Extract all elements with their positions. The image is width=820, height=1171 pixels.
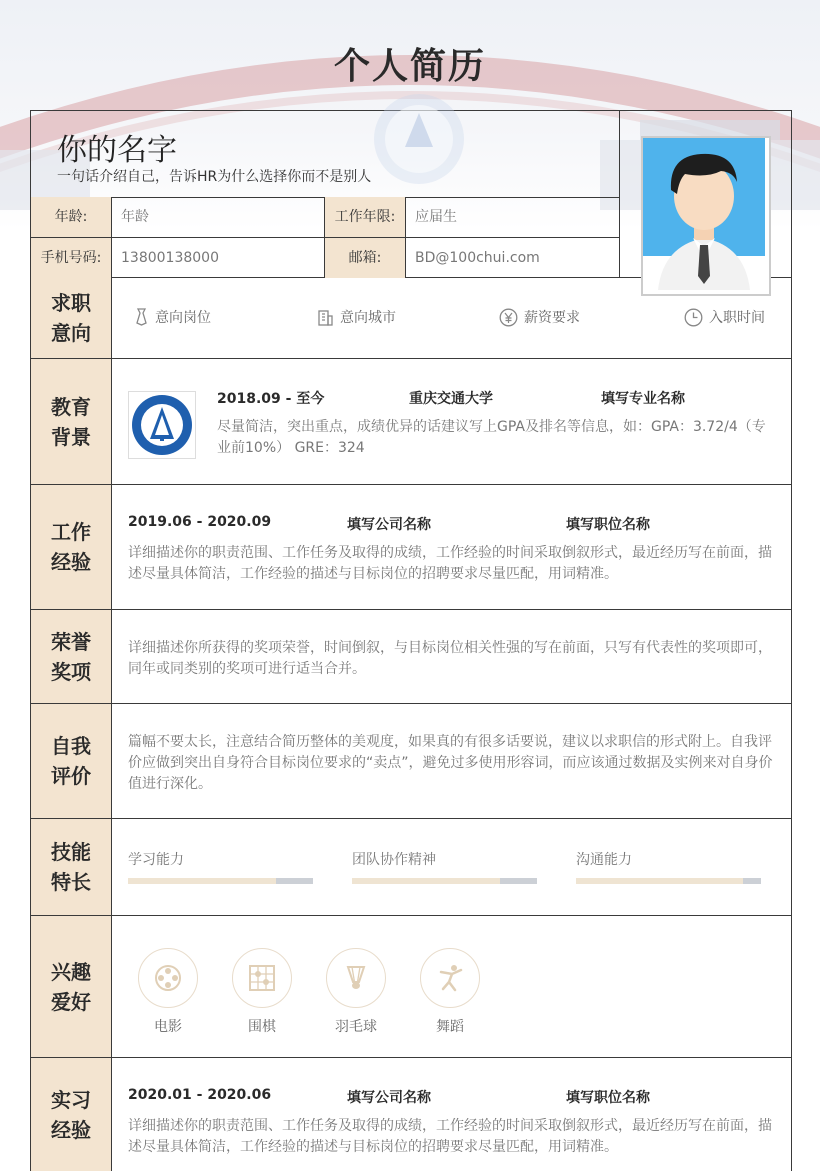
hobby-item — [232, 948, 292, 1036]
section-title: 求职意向 — [51, 290, 91, 345]
education-period: 2018.09 - 至今 — [217, 391, 325, 407]
intent-city: 意向城市 — [317, 277, 396, 357]
self-evaluation-description: 篇幅不要太长，注意结合简历整体的美观度，如果真的有很多话要说，建议以求职信的形式附上。自我评价应做到突出自身符合目标岗位要求的“卖点”，避免过多使用形容词，而应该通过数据及实例来对自身价值进行深化。 — [128, 734, 773, 792]
university-logo — [128, 391, 196, 459]
hobby-item — [326, 948, 386, 1036]
section-title: 荣誉奖项 — [51, 629, 91, 684]
section-title: 工作经验 — [51, 520, 91, 574]
hobby-item — [420, 948, 480, 1036]
section-internship — [31, 1058, 791, 1171]
skill-bar-fill — [352, 878, 500, 884]
section-work — [31, 485, 791, 610]
hobby-item — [138, 948, 198, 1036]
section-title: 自我评价 — [51, 734, 91, 788]
intent-position: 意向岗位 — [134, 277, 211, 357]
page-title: 个人简历 — [333, 46, 486, 87]
candidate-intro: 一句话介绍自己，告诉HR为什么选择你而不是别人 — [57, 169, 372, 185]
education-major: 填写专业名称 — [601, 391, 685, 407]
info-row-age — [31, 197, 620, 238]
phone-value: 13800138000 — [121, 250, 219, 266]
skill-bar — [352, 878, 537, 884]
section-title: 兴趣爱好 — [51, 959, 91, 1014]
hobby-name: 舞蹈 — [436, 1019, 464, 1035]
work-description: 详细描述你的职责范围、工作任务及取得的成绩，工作经验的时间采取倒叙形式，最近经历写在前面，描述尽量具体简洁，工作经验的描述与目标岗位的招聘要求尽量匹配，用词精准。 — [128, 545, 772, 582]
tie-icon — [134, 308, 149, 326]
skill-bar — [576, 878, 761, 884]
section-label — [31, 819, 112, 915]
resume-body — [30, 110, 792, 1171]
name-area — [31, 111, 620, 198]
intent-salary: 薪资要求 — [499, 277, 580, 357]
internship-company: 填写公司名称 — [347, 1090, 431, 1106]
section-label — [31, 704, 112, 818]
age-value: 年龄 — [121, 209, 149, 225]
honors-description: 详细描述你所获得的奖项荣誉，时间倒叙，与目标岗位相关性强的写在前面，只写有代表性的奖项即可，同年或同类别的奖项可进行适当合并。 — [128, 640, 772, 677]
skill-bar — [128, 878, 313, 884]
email-label: 邮箱: — [324, 238, 406, 278]
go-board-icon — [247, 963, 277, 993]
education-description: 尽量简洁，突出重点，成绩优异的话建议写上GPA及排名等信息，如：GPA：3.72/4（专业前10%） GRE：324 — [217, 419, 766, 456]
self-evaluation-body — [128, 704, 775, 818]
phone-label: 手机号码: — [31, 238, 112, 278]
hobby-icon-circle — [326, 948, 386, 1008]
internship-position: 填写职位名称 — [566, 1090, 650, 1106]
hobby-name: 电影 — [154, 1019, 182, 1035]
section-title: 实习经验 — [51, 1087, 91, 1142]
skill-bar-fill — [128, 878, 276, 884]
hobby-name: 围棋 — [248, 1019, 276, 1035]
work-period: 2019.06 - 2020.09 — [128, 514, 272, 530]
skill-name: 团队协作精神 — [352, 852, 436, 868]
work-position: 填写职位名称 — [566, 517, 650, 533]
shuttlecock-icon — [341, 963, 371, 993]
hobby-name: 羽毛球 — [335, 1019, 377, 1035]
education-school: 重庆交通大学 — [409, 391, 493, 407]
section-label — [31, 610, 112, 703]
dancer-icon — [435, 963, 465, 993]
internship-period: 2020.01 - 2020.06 — [128, 1087, 272, 1103]
work-body — [128, 485, 775, 609]
honors-body — [128, 610, 775, 703]
hobby-icon-circle — [232, 948, 292, 1008]
section-self-evaluation — [31, 704, 791, 819]
section-education — [31, 359, 791, 485]
section-label — [31, 916, 112, 1057]
hobby-icon-circle — [138, 948, 198, 1008]
section-title: 教育背景 — [51, 394, 91, 449]
years-value: 应届生 — [415, 209, 457, 225]
hobby-icon-circle — [420, 948, 480, 1008]
info-row-contact — [31, 238, 620, 278]
work-company: 填写公司名称 — [347, 517, 431, 533]
age-label: 年龄: — [31, 197, 112, 237]
skill-bar-fill — [576, 878, 743, 884]
section-label — [31, 485, 112, 609]
intent-start-date: 入职时间 — [684, 277, 765, 357]
section-label — [31, 359, 112, 484]
avatar — [641, 136, 771, 296]
section-hobbies — [31, 916, 791, 1058]
email-value: BD@100chui.com — [415, 250, 540, 266]
film-reel-icon — [153, 963, 183, 993]
section-skills — [31, 819, 791, 916]
internship-description: 详细描述你的职责范围、工作任务及取得的成绩，工作经验的时间采取倒叙形式，最近经历写在前面，描述尽量具体简洁，工作经验的描述与目标岗位的招聘要求尽量匹配，用词精准。 — [128, 1118, 772, 1155]
section-honors — [31, 610, 791, 704]
internship-body — [128, 1058, 775, 1171]
section-label — [31, 1058, 112, 1171]
skill-name: 学习能力 — [128, 852, 184, 868]
candidate-name: 你的名字 — [57, 133, 177, 168]
section-label — [31, 277, 112, 358]
skill-name: 沟通能力 — [576, 852, 632, 868]
yen-icon — [499, 308, 518, 327]
skills-body — [128, 819, 775, 915]
section-title: 技能特长 — [51, 840, 91, 894]
building-icon — [317, 309, 334, 326]
years-label: 工作年限: — [324, 197, 406, 237]
avatar-illustration — [643, 138, 765, 290]
clock-icon — [684, 308, 703, 327]
